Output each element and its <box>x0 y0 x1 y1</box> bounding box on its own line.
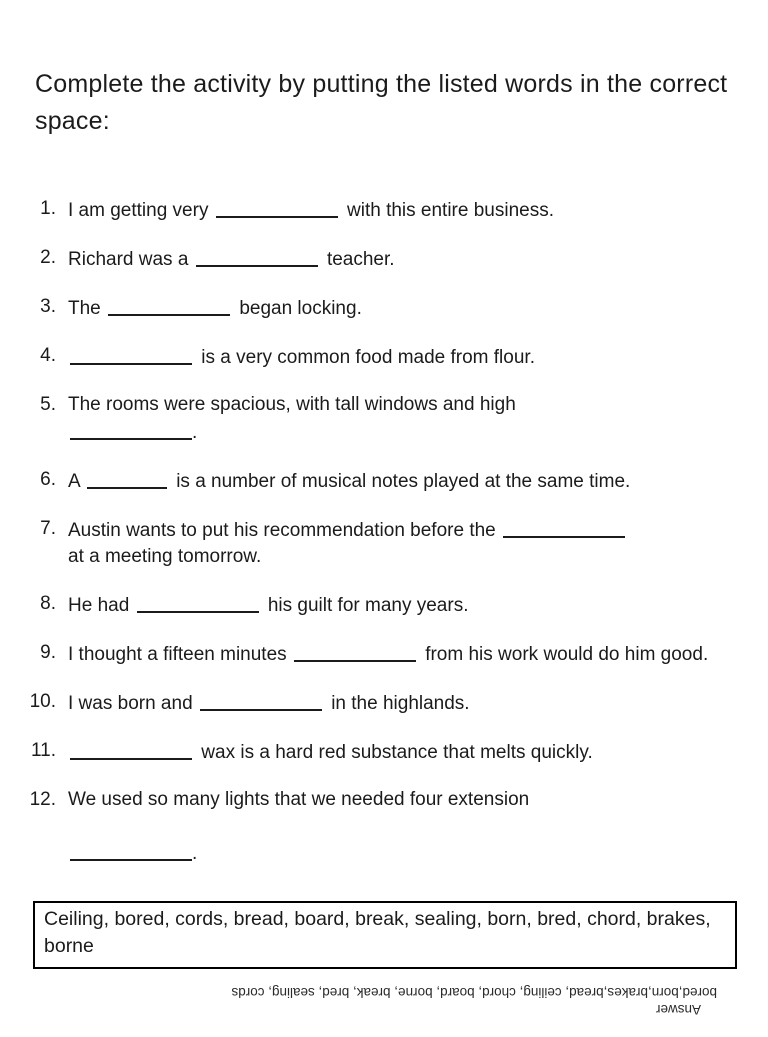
question-number: 8. <box>40 593 56 614</box>
question-text <box>68 738 756 766</box>
question-text <box>68 640 723 668</box>
question-text <box>68 245 756 273</box>
question-text <box>68 516 756 570</box>
question-item <box>20 343 756 371</box>
question-number: 1. <box>40 198 56 219</box>
question-item <box>20 516 756 570</box>
question-text <box>68 467 756 495</box>
answer-key-text: bored,born,brakes,bread, ceiling, chord, board, borne, break, bred, sealing, cords <box>231 985 717 1000</box>
question-text-before: Richard was a <box>68 249 189 270</box>
question-number: 11. <box>30 740 56 761</box>
question-list <box>0 196 768 867</box>
fill-blank <box>216 196 338 218</box>
question-text-after: teacher. <box>326 249 395 270</box>
page-title: Complete the activity by putting the listed words in the correct space: <box>35 70 728 135</box>
question-text <box>68 294 756 322</box>
question-number: 5. <box>40 394 56 415</box>
fill-blank <box>503 516 625 538</box>
fill-blank <box>87 467 167 489</box>
question-text-before: I was born and <box>68 693 193 714</box>
question-text-after: wax is a hard red substance that melts quickly. <box>201 742 593 763</box>
answer-key-label: Answer <box>655 1002 701 1017</box>
fill-blank <box>70 839 192 861</box>
fill-blank <box>70 418 192 440</box>
fill-blank <box>196 245 318 267</box>
question-number: 12. <box>29 789 56 810</box>
word-bank-box <box>33 901 737 969</box>
question-item <box>20 467 756 495</box>
fill-blank <box>108 294 230 316</box>
question-text-after: began locking. <box>239 298 362 319</box>
question-number: 10. <box>29 691 56 712</box>
question-number: 2. <box>40 247 56 268</box>
question-text <box>68 343 756 371</box>
question-text-before: We used so many lights that we needed four extension <box>68 789 530 810</box>
question-text-before: A <box>68 471 80 492</box>
question-item <box>20 245 756 273</box>
question-item <box>20 196 756 224</box>
fill-blank <box>137 591 259 613</box>
question-text-after: is a very common food made from flour. <box>201 347 535 368</box>
question-text-after: . <box>192 422 198 443</box>
question-text <box>68 196 756 224</box>
question-text <box>68 689 756 717</box>
question-text-after: is a number of musical notes played at the same time. <box>176 471 631 492</box>
question-text-before: I am getting very <box>68 200 209 221</box>
question-item <box>20 640 756 668</box>
question-number: 6. <box>40 469 56 490</box>
question-item <box>20 738 756 766</box>
question-text-before: Austin wants to put his recommendation before the <box>68 520 496 541</box>
question-text-before: I thought a fifteen minutes <box>68 644 287 665</box>
question-number: 7. <box>40 518 56 539</box>
question-item <box>20 689 756 717</box>
question-item <box>20 787 756 867</box>
fill-blank <box>294 640 416 662</box>
question-text-after: at a meeting tomorrow. <box>68 546 262 567</box>
question-text-after: . <box>192 843 198 864</box>
blank-line <box>68 839 756 867</box>
question-item <box>20 591 756 619</box>
question-text-before: He had <box>68 595 130 616</box>
question-text-after: in the highlands. <box>331 693 470 714</box>
question-text <box>68 392 756 446</box>
question-text-before: The rooms were spacious, with tall windows and high <box>68 394 516 415</box>
question-item <box>20 392 756 446</box>
question-text-after: his guilt for many years. <box>267 595 469 616</box>
fill-blank <box>70 738 192 760</box>
question-text <box>68 787 756 867</box>
question-number: 3. <box>40 296 56 317</box>
question-text <box>68 591 756 619</box>
fill-blank <box>70 343 192 365</box>
question-number: 4. <box>40 345 56 366</box>
blank-line <box>68 418 756 446</box>
question-text-after: from his work would do him good. <box>425 644 709 665</box>
answer-key <box>183 984 717 1018</box>
word-bank-text: Ceiling, bored, cords, bread, board, break, sealing, born, bred, chord, brakes, borne <box>44 908 711 957</box>
question-text-before: The <box>68 298 101 319</box>
question-item <box>20 294 756 322</box>
question-number: 9. <box>40 642 56 663</box>
fill-blank <box>200 689 322 711</box>
question-text-after: with this entire business. <box>347 200 555 221</box>
